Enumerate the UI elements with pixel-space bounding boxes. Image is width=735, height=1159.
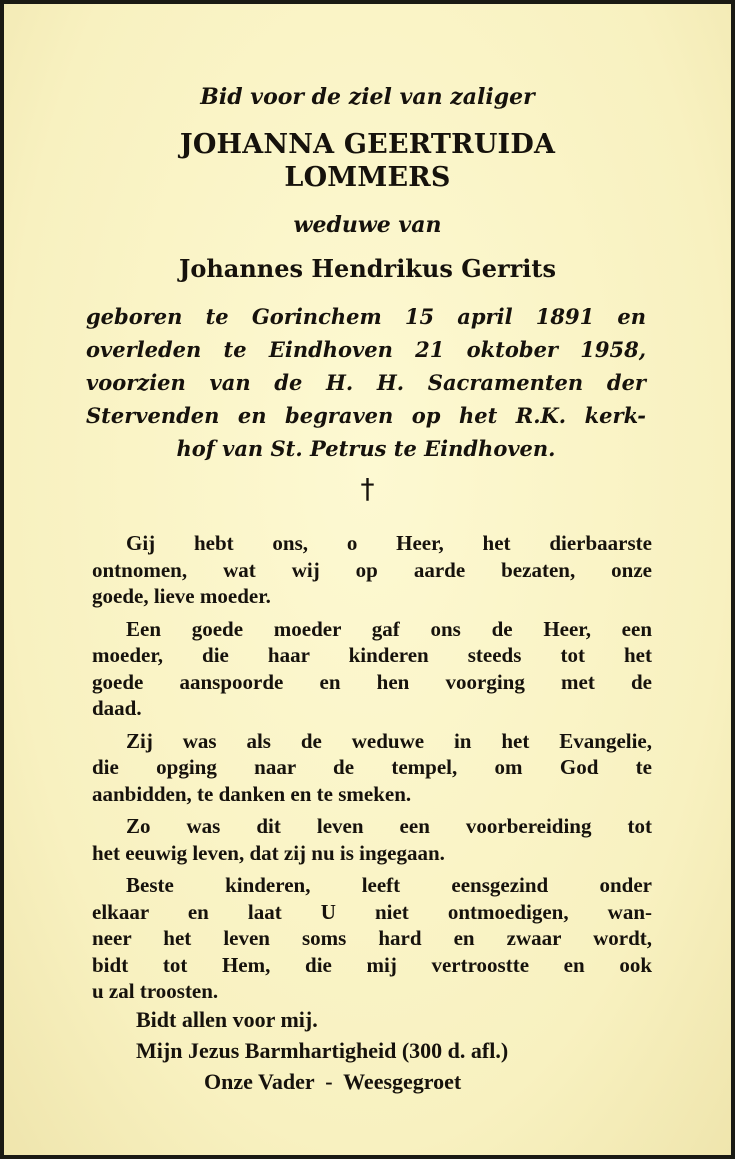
text-line: moeder, die haar kinderen steeds tot het	[92, 643, 652, 667]
text-line: goede aanspoorde en hen voorging met de	[92, 669, 652, 694]
bio-line: overleden te Eindhoven 21 oktober 1958,	[86, 337, 646, 362]
deceased-name	[4, 128, 731, 194]
text-line: Een goede moeder gaf ons de Heer, een	[126, 616, 652, 641]
text-line: daad.	[92, 696, 142, 720]
text-line: aanbidden, te danken en te smeken.	[92, 781, 412, 806]
bio-line: geboren te Gorinchem 15 april 1891 en	[86, 304, 646, 329]
paragraph	[92, 616, 652, 722]
memorial-card	[4, 4, 731, 1155]
cross-icon: †	[360, 472, 375, 505]
paragraph	[92, 813, 652, 866]
intro-text: Bid voor de ziel van zaliger	[200, 84, 535, 110]
closing-prayers	[92, 1004, 652, 1097]
closing-prayer: Bidt allen voor mij.	[136, 1007, 318, 1032]
text-line: Zo was dit leven een voorbereiding tot	[126, 814, 652, 838]
bio-line: voorzien van de H. H. Sacramenten der	[86, 370, 646, 395]
text-line: bidt tot Hem, die mij vertroostte en ook	[92, 952, 652, 977]
bio-line: Stervenden en begraven op het R.K. kerk-	[86, 403, 646, 428]
memorial-text	[92, 530, 652, 1011]
text-line: Gij hebt ons, o Heer, het dierbaarste	[126, 531, 652, 555]
deceased-name-line1: JOHANNA GEERTRUIDA	[179, 129, 556, 160]
biography	[86, 300, 646, 465]
paragraph	[92, 872, 652, 1005]
text-line: u zal troosten.	[92, 979, 219, 1003]
text-line: Beste kinderen, leeft eensgezind onder	[126, 873, 652, 897]
text-line: neer het leven soms hard en zwaar wordt,	[92, 926, 652, 950]
bio-line: hof van St. Petrus te Eindhoven.	[176, 436, 556, 461]
relation-text: weduwe van	[293, 212, 442, 238]
text-line: die opging naar de tempel, om God te	[92, 755, 652, 779]
text-line: het eeuwig leven, dat zij nu is ingegaan.	[92, 840, 445, 865]
prayers-text: Onze Vader - Weesgegroet	[204, 1069, 462, 1094]
paragraph	[92, 530, 652, 610]
spouse-name: Johannes Hendrikus Gerrits	[178, 254, 557, 283]
deceased-name-line2: LOMMERS	[284, 162, 451, 193]
text-line: ontnomen, wat wij op aarde bezaten, onze	[92, 557, 652, 582]
text-line: goede, lieve moeder.	[92, 584, 271, 608]
text-line: Zij was als de weduwe in het Evangelie,	[126, 728, 652, 753]
indulgence-text: Mijn Jezus Barmhartigheid (300 d. afl.)	[136, 1038, 509, 1063]
text-line: elkaar en laat U niet ontmoedigen, wan-	[92, 899, 652, 924]
paragraph	[92, 728, 652, 808]
